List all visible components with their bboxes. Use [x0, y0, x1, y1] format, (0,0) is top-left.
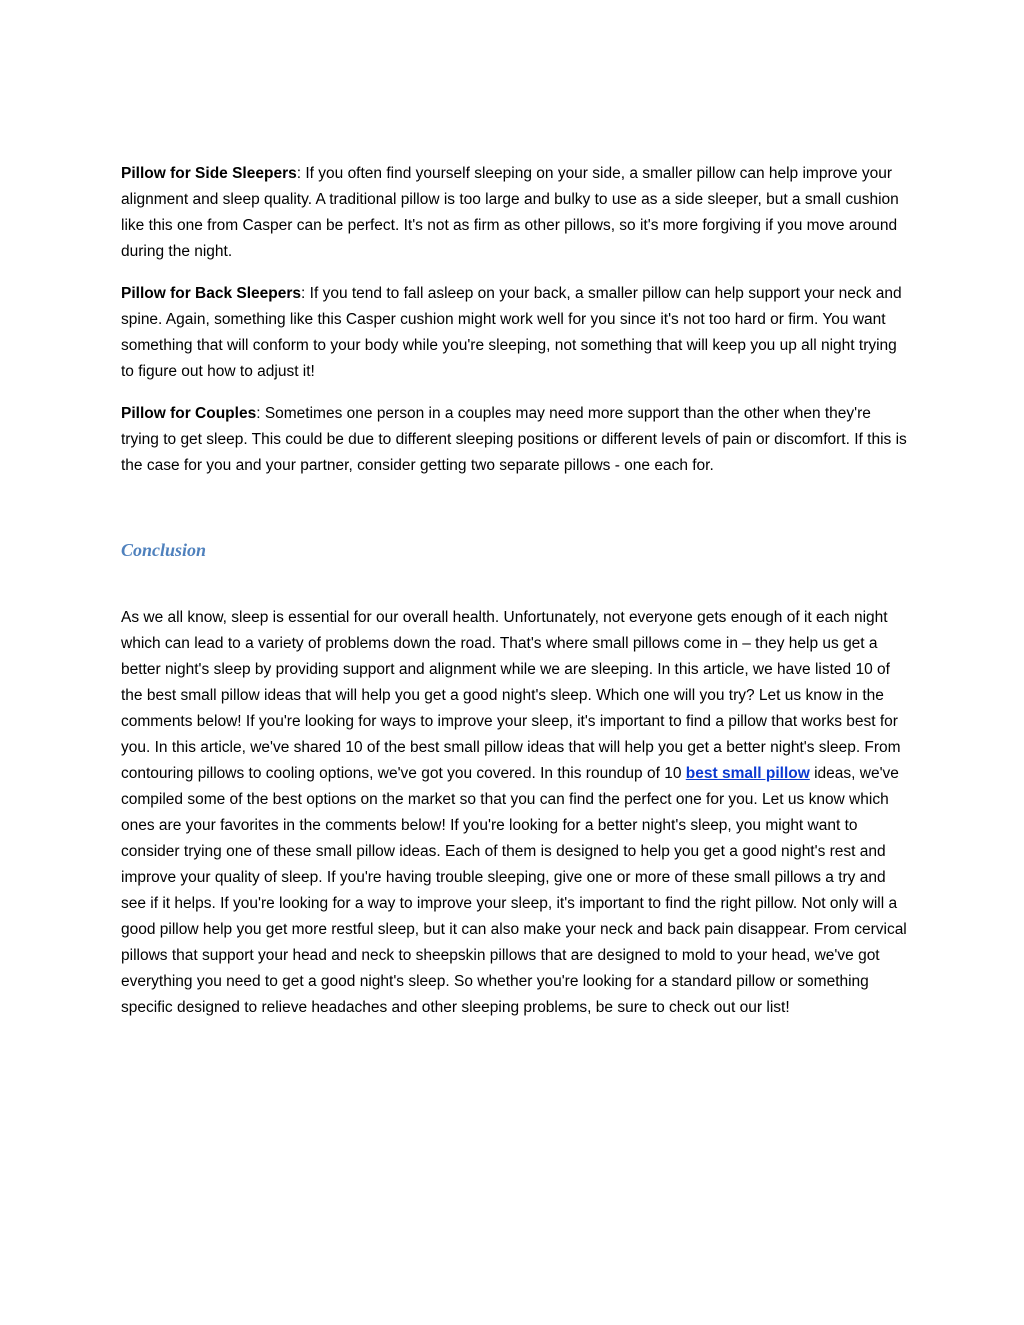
document-page [121, 161, 913, 1037]
conclusion-paragraph [121, 605, 913, 1021]
back-sleepers-text: : If you tend to fall asleep on your back, a smaller pillow can help support your neck and spine. Again, something like this Casper cushion might work well for you since it's not too hard or firm. You want something that will conform to your body while you're sleeping, not something that will keep you up all night trying to figure out how to adjust it! [121, 285, 902, 380]
side-sleepers-text: : If you often find yourself sleeping on your side, a smaller pillow can help improve your alignment and sleep quality. A traditional pillow is too large and bulky to use as a side sleeper, but a small cushion like this one from Casper can be perfect. It's not as firm as other pillows, so it's more forgiving if you move around during the night. [121, 165, 899, 260]
side-sleepers-paragraph [121, 161, 913, 265]
side-sleepers-term: Pillow for Side Sleepers [121, 165, 297, 182]
couples-text: : Sometimes one person in a couples may need more support than the other when they're trying to get sleep. This could be due to different sleeping positions or different levels of pain or discomfort. If this is the case for you and your partner, consider getting two separate pillows - one each for. [121, 405, 907, 474]
back-sleepers-term: Pillow for Back Sleepers [121, 285, 302, 302]
back-sleepers-paragraph [121, 281, 913, 385]
conclusion-text-before-link: As we all know, sleep is essential for our overall health. Unfortunately, not everyone gets enough of it each night which can lead to a variety of problems down the road. That's where small pillows come in – they help us get a better night's sleep by providing support and alignment while we are sleeping. In this article, we have listed 10 of the best small pillow ideas that will help you get a good night's sleep. Which one will you try? Let us know in the comments below! If you're looking for ways to improve your sleep, it's important to find a pillow that works best for you. In this article, we've shared 10 of the best small pillow ideas that will help you get a better night's sleep. From contouring pillows to cooling options, we've got you covered. In this roundup of 10 [121, 609, 901, 782]
couples-term: Pillow for Couples [121, 405, 257, 422]
conclusion-text-after-link: ideas, we've compiled some of the best options on the market so that you can find the perfect one for you. Let us know which ones are your favorites in the comments below! If you're looking for a better night's sleep, you might want to consider trying one of these small pillow ideas. Each of them is designed to help you get a good night's rest and improve your quality of sleep. If you're having trouble sleeping, give one or more of these small pillows a try and see if it helps. If you're looking for a way to improve your sleep, it's important to find the right pillow. Not only will a good pillow help you get more restful sleep, but it can also make your neck and back pain disappear. From cervical pillows that support your head and neck to sheepskin pillows that are designed to mold to your head, we've got everything you need to get a good night's sleep. So whether you're looking for a standard pillow or something specific designed to relieve headaches and other sleeping problems, be sure to check out our list! [121, 765, 907, 1016]
best-small-pillow-link[interactable]: best small pillow [685, 765, 810, 782]
couples-paragraph [121, 401, 913, 479]
conclusion-heading: Conclusion [121, 540, 207, 560]
